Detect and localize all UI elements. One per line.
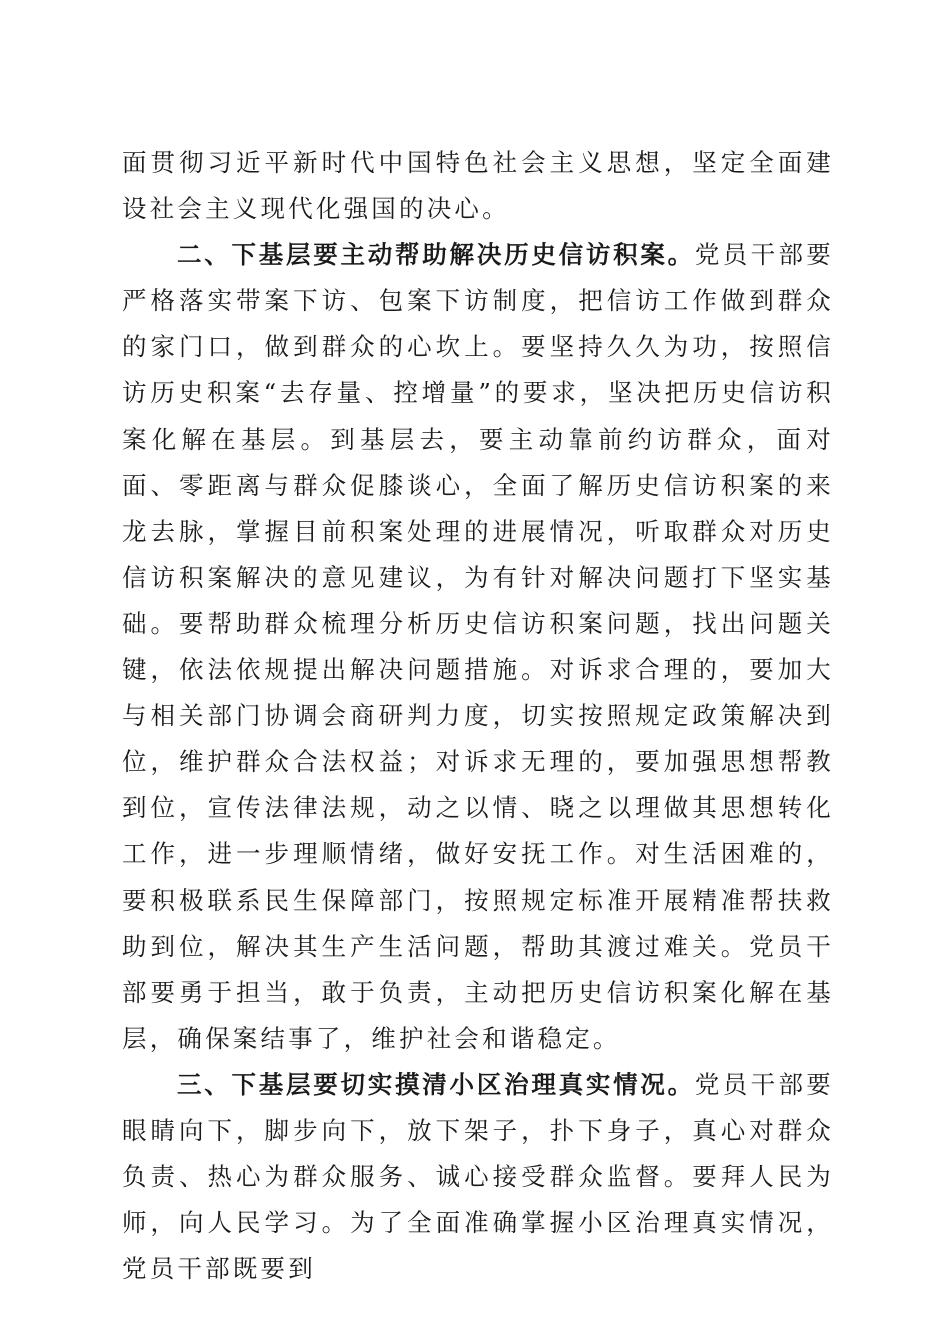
paragraph-text: 党员干部要眼睛向下，脚步向下，放下架子，扑下身子，真心对群众负责、热心为群众服务、诚心接受群众监督。要拜人民为师，向人民学习。为了全面准确掌握小区治理真实情况，党员干部既要到 — [122, 1069, 834, 1284]
paragraph-text: 面贯彻习近平新时代中国特色社会主义思想，坚定全面建设社会主义现代化强国的决心。 — [122, 148, 834, 224]
section-heading: 二、下基层要主动帮助解决历史信访积案。 — [177, 240, 695, 270]
section-heading: 三、下基层要切实摸清小区治理真实情况。 — [177, 1069, 695, 1099]
paragraph-section-2 — [122, 232, 834, 1062]
paragraph-section-3 — [122, 1062, 834, 1292]
paragraph-continuation — [122, 140, 834, 232]
paragraph-text: 党员干部要严格落实带案下访、包案下访制度，把信访工作做到群众的家门口，做到群众的心坎上。要坚持久久为功，按照信访历史积案“去存量、控增量”的要求，坚决把历史信访积案化解在基层。到基层去，要主动靠前约访群众，面对面、零距离与群众促膝谈心，全面了解历史信访积案的来龙去脉，掌握目前积案处理的进展情况，听取群众对历史信访积案解决的意见建议，为有针对解决问题打下坚实基础。要帮助群众梳理分析历史信访积案问题，找出问题关键，依法依规提出解决问题措施。对诉求合理的，要加大与相关部门协调会商研判力度，切实按照规定政策解决到位，维护群众合法权益；对诉求无理的，要加强思想帮教到位，宣传法律法规，动之以情、晓之以理做其思想转化工作，进一步理顺情绪，做好安抚工作。对生活困难的，要积极联系民生保障部门，按照规定标准开展精准帮扶救助到位，解决其生产生活问题，帮助其渡过难关。党员干部要勇于担当，敢于负责，主动把历史信访积案化解在基层，确保案结事了，维护社会和谐稳定。 — [122, 240, 834, 1053]
document-body — [122, 140, 834, 1292]
